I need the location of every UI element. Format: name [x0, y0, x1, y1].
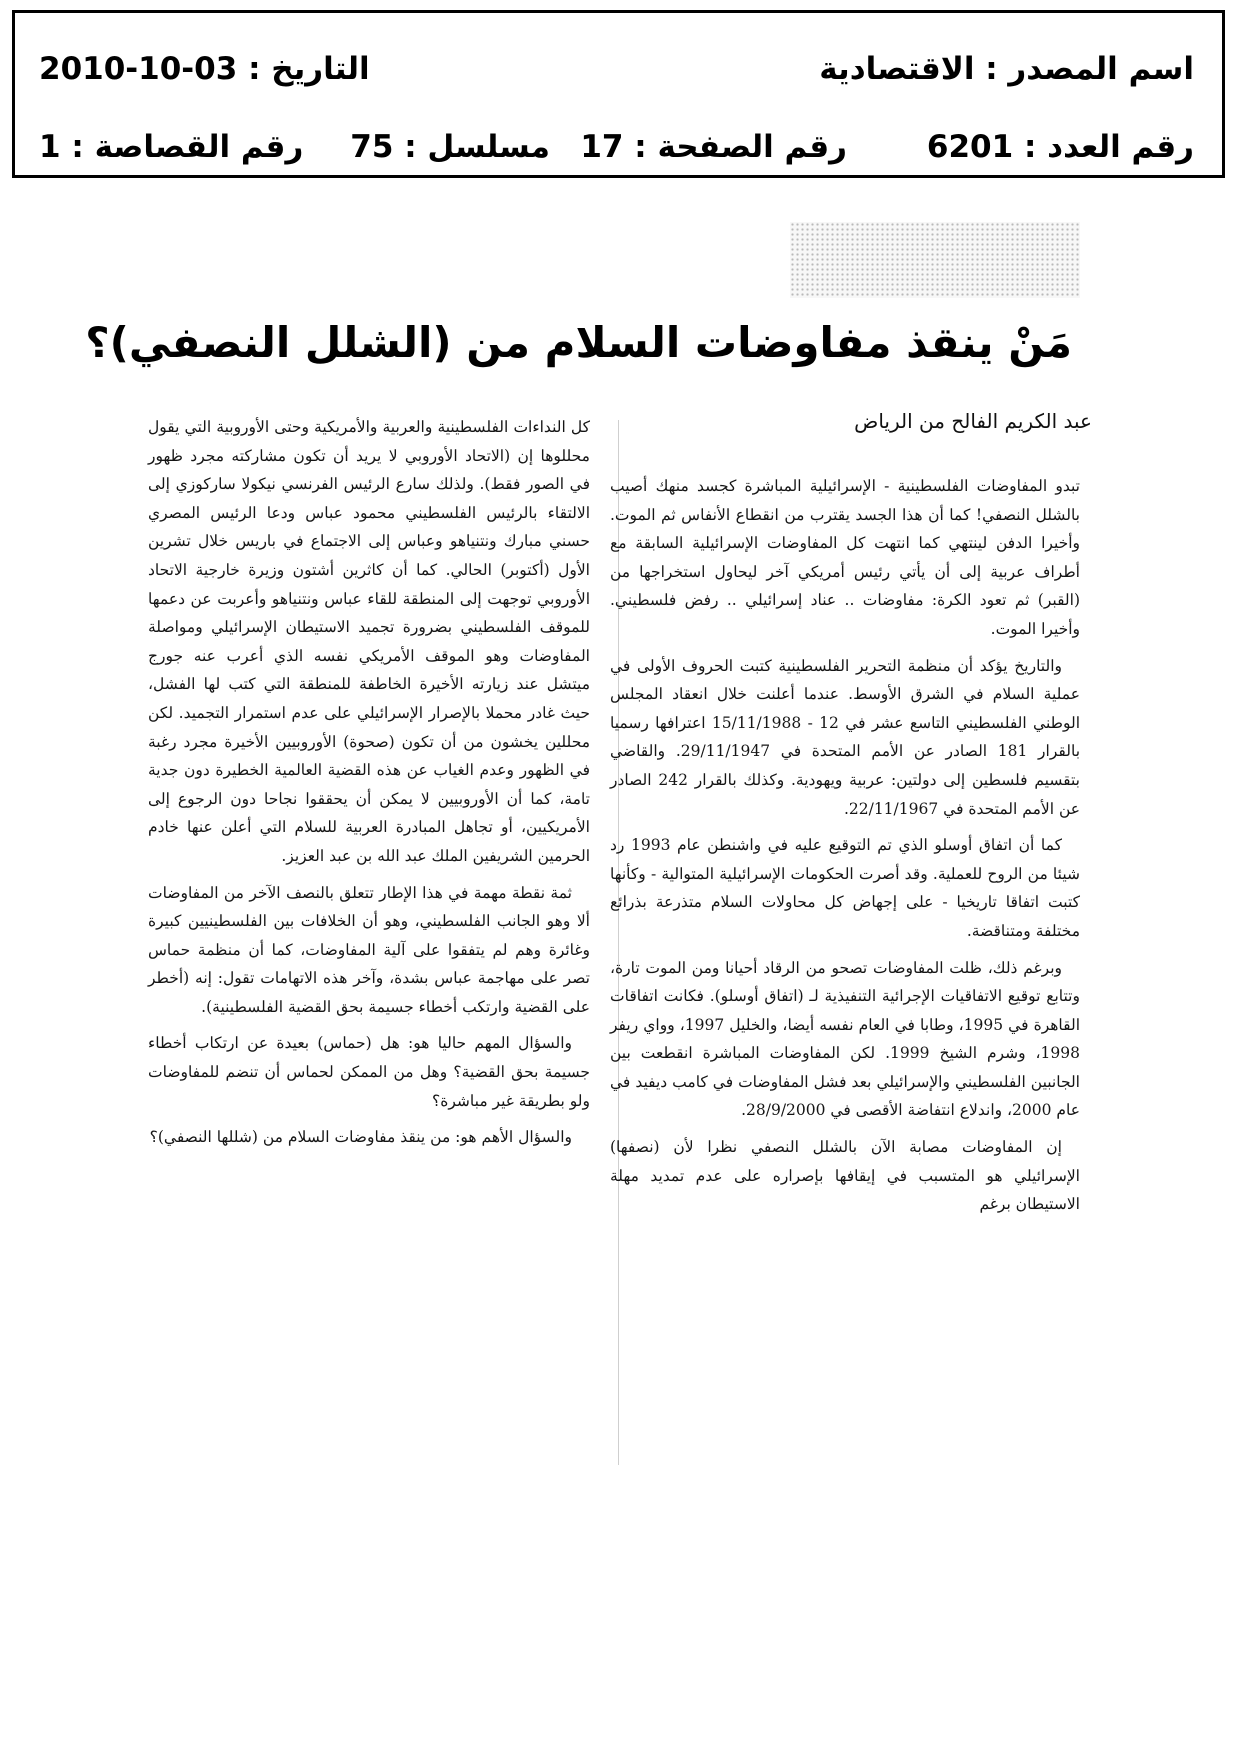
issue-value: 6201 [926, 129, 1014, 165]
paragraph: كما أن اتفاق أوسلو الذي تم التوقيع عليه في واشنطن عام 1993 رد شيئا من الروح للعملية. وقد أصرت الحكومات الإسرائيلية المتوالية - وكأنها كتبت اتفاقا تاريخيا - على إجهاض كل محاولات السلام متذرعة بذرائع مختلفة ومتناقضة. [610, 836, 1080, 940]
paragraph: والسؤال الأهم هو: من ينقذ مفاوضات السلام من (شللها النصفي)؟ [149, 1128, 572, 1147]
serial-value: 75 [350, 129, 394, 165]
serial-field [350, 129, 550, 165]
date-label: التاريخ : [248, 51, 370, 87]
halftone-graphic [790, 222, 1080, 298]
article-headline: مَنْ ينقذ مفاوضات السلام من (الشلل النصفي)؟ [85, 318, 1072, 367]
date-field [39, 51, 370, 87]
source-label: اسم المصدر : الاقتصادية [819, 51, 1194, 87]
paragraph: كل النداءات الفلسطينية والعربية والأمريكية وحتى الأوروبية التي يقول محللوها إن (الاتحاد الأوروبي لا يريد أن تكون مشاركته مجرد ظهور في الصور فقط). ولذلك سارع الرئيس الفرنسي نيكولا ساركوزي إلى الالتقاء بالرئيس الفلسطيني محمود عباس ودعا الرئيس المصري حسني مبارك ونتنياهو وعباس إلى الاجتماع في باريس خلال تشرين الأول (أكتوبر) الحالي. كما أن كاثرين أشتون وزيرة خارجية الاتحاد الأوروبي توجهت إلى المنطقة للقاء عباس ونتنياهو وأعربت عن دعمها للموقف الفلسطيني بضرورة تجميد الاستيطان الإسرائيلي ومواصلة المفاوضات وهو الموقف الأمريكي نفسه الذي أعرب عنه جورج ميتشل عند زيارته الأخيرة الخاطفة للمنطقة التي كتب لها الفشل، حيث غادر محملا بالإصرار الإسرائيلي على عدم استمرار التجميد. لكن محللين يخشون من أن تكون (صحوة) الأوروبيين الأخيرة مجرد رغبة في الظهور وعدم الغياب عن هذه القضية العالمية الخطيرة دون جدية تامة، كما أن الأوروبيين لا يمكن أن يحققوا نجاحا دون الرجوع إلى الأمريكيين، أو تجاهل المبادرة العربية للسلام التي أعلن عنها خادم الحرمين الشريفين الملك عبد الله بن عبد العزيز. [148, 418, 590, 865]
clip-value: 1 [39, 129, 61, 165]
article-byline: عبد الكريم الفالح من الرياض [854, 409, 1092, 433]
page-value: 17 [580, 129, 624, 165]
clip-field [39, 129, 303, 165]
paragraph: وبرغم ذلك، ظلت المفاوضات تصحو من الرقاد أحيانا ومن الموت تارة، وتتابع توقيع الاتفاقيات الإجرائية التنفيذية لـ (اتفاق أوسلو). فكانت اتفاقات القاهرة في 1995، وطابا في العام نفسه أيضا، والخليل 1997، وواي ريفر 1998، وشرم الشيخ 1999. لكن المفاوضات المباشرة انقطعت بين الجانبين الفلسطيني والإسرائيلي بعد فشل المفاوضات في كامب ديفيد في عام 2000، واندلاع انتفاضة الأقصى في 28/9/2000. [610, 958, 1081, 1120]
page-field [580, 129, 847, 165]
paragraph: والتاريخ يؤكد أن منظمة التحرير الفلسطينية كتبت الحروف الأولى في عملية السلام في الشرق الأوسط. عندما أعلنت خلال انعقاد المجلس الوطني الفلسطيني التاسع عشر في 12 - 15/11/1988 اعترافها رسميا بالقرار 181 الصادر عن الأمم المتحدة في 29/11/1947. والقاضي بتقسيم فلسطين إلى دولتين: عربية ويهودية. وكذلك بالقرار 242 الصادر عن الأمم المتحدة في 22/11/1967. [610, 656, 1081, 818]
paragraph: والسؤال المهم حاليا هو: هل (حماس) بعيدة عن ارتكاب أخطاء جسيمة بحق القضية؟ وهل من الممكن لحماس أن تنضم للمفاوضات ولو بطريقة غير مباشرة؟ [148, 1034, 590, 1110]
clipping-header [12, 10, 1225, 178]
article-column-right [610, 472, 1080, 1227]
page-label: رقم الصفحة : [634, 129, 847, 165]
date-value: 2010-10-03 [39, 51, 238, 87]
issue-label: رقم العدد : [1023, 129, 1194, 165]
paragraph: ثمة نقطة مهمة في هذا الإطار تتعلق بالنصف الآخر من المفاوضات ألا وهو الجانب الفلسطيني، وهو أن الخلافات بين الفلسطينيين كبيرة وغائرة وهم لم يتفقوا على آلية المفاوضات، كما أن منظمة حماس تصر على مهاجمة عباس بشدة، وآخر هذه الاتهامات تقول: إنه (أخطر على القضية وارتكب أخطاء جسيمة بحق القضية الفلسطينية). [148, 883, 590, 1016]
paragraph: تبدو المفاوضات الفلسطينية - الإسرائيلية المباشرة كجسد منهك أصيب بالشلل النصفي! كما أن هذا الجسد يقترب من انقطاع الأنفاس ثم الموت. وأخيرا الدفن لينتهي كما انتهت كل المفاوضات الإسرائيلية السابقة مع أطراف عربية إلى أن يأتي رئيس أمريكي آخر ليحاول استخراجها من (القبر) ثم تعود الكرة: مفاوضات .. عناد إسرائيلي .. رفض فلسطيني. وأخيرا الموت. [610, 477, 1080, 638]
issue-field [927, 129, 1194, 165]
clip-label: رقم القصاصة : [71, 129, 304, 165]
paragraph: إن المفاوضات مصابة الآن بالشلل النصفي نظرا لأن (نصفها) الإسرائيلي هو المتسبب في إيقافها بإصراره على عدم تمديد مهلة الاستيطان برغم [610, 1138, 1080, 1214]
serial-label: مسلسل : [404, 129, 550, 165]
article-column-left [148, 413, 590, 1160]
